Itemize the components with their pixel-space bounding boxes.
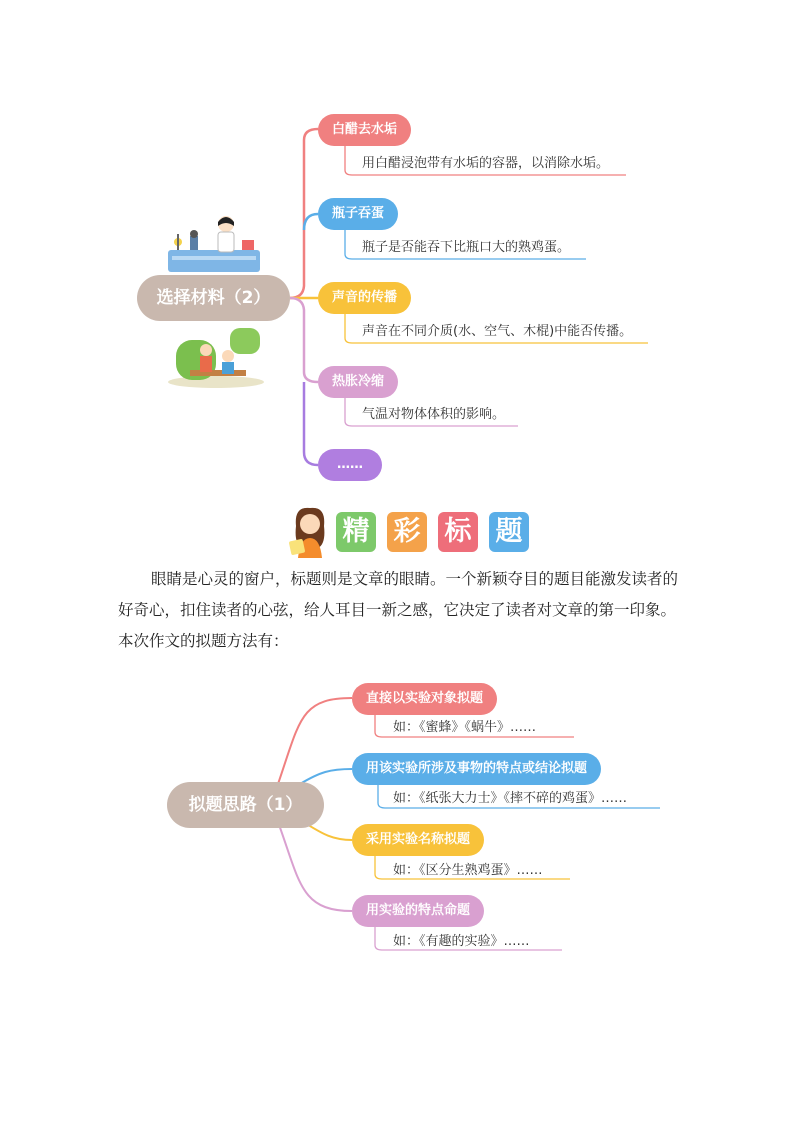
branch-sound-propagation: 声音的传播 bbox=[318, 282, 411, 314]
branch-thermal-expansion-desc: 气温对物体体积的影响。 bbox=[362, 407, 506, 422]
branch-thermal-expansion: 热胀冷缩 bbox=[318, 366, 398, 398]
branch-bottle-swallow-egg-desc: 瓶子是否能吞下比瓶口大的熟鸡蛋。 bbox=[362, 240, 571, 255]
children-illustration bbox=[166, 326, 266, 388]
branch-title-by-feature-desc: 如：《纸张大力士》《摔不碎的鸡蛋》…… bbox=[393, 791, 628, 806]
branch-title-by-object-desc: 如：《蜜蜂》《蜗牛》…… bbox=[393, 720, 537, 735]
banner-char-2: 彩 bbox=[387, 512, 427, 552]
branch-bottle-swallow-egg: 瓶子吞蛋 bbox=[318, 198, 398, 230]
branch-title-by-name: 采用实验名称拟题 bbox=[352, 824, 484, 856]
mindmap-1-root: 选择材料（2） bbox=[137, 275, 290, 321]
scientist-illustration bbox=[168, 212, 260, 272]
banner-char-3: 标 bbox=[438, 512, 478, 552]
branch-sound-propagation-desc: 声音在不同介质(水、空气、木棍)中能否传播。 bbox=[362, 324, 633, 339]
teacher-illustration bbox=[288, 504, 332, 558]
mindmap-2-root: 拟题思路（1） bbox=[167, 782, 324, 828]
intro-paragraph: 眼睛是心灵的窗户，标题则是文章的眼睛。一个新颖夺目的题目能激发读者的好奇心，扣住读者的心弦，给人耳目一新之感，它决定了读者对文章的第一印象。本次作文的拟题方法有： bbox=[118, 570, 679, 650]
branch-title-by-feature: 用该实验所涉及事物的特点或结论拟题 bbox=[352, 753, 601, 785]
branch-title-by-characteristic-desc: 如：《有趣的实验》…… bbox=[393, 934, 530, 949]
branch-title-by-object: 直接以实验对象拟题 bbox=[352, 683, 497, 715]
branch-more: …… bbox=[318, 449, 382, 481]
banner-char-4: 题 bbox=[489, 512, 529, 552]
banner-char-1: 精 bbox=[336, 512, 376, 552]
branch-vinegar-descaling-desc: 用白醋浸泡带有水垢的容器，以消除水垢。 bbox=[362, 156, 610, 171]
branch-title-by-characteristic: 用实验的特点命题 bbox=[352, 895, 484, 927]
branch-vinegar-descaling: 白醋去水垢 bbox=[318, 114, 411, 146]
branch-title-by-name-desc: 如：《区分生熟鸡蛋》…… bbox=[393, 863, 543, 878]
